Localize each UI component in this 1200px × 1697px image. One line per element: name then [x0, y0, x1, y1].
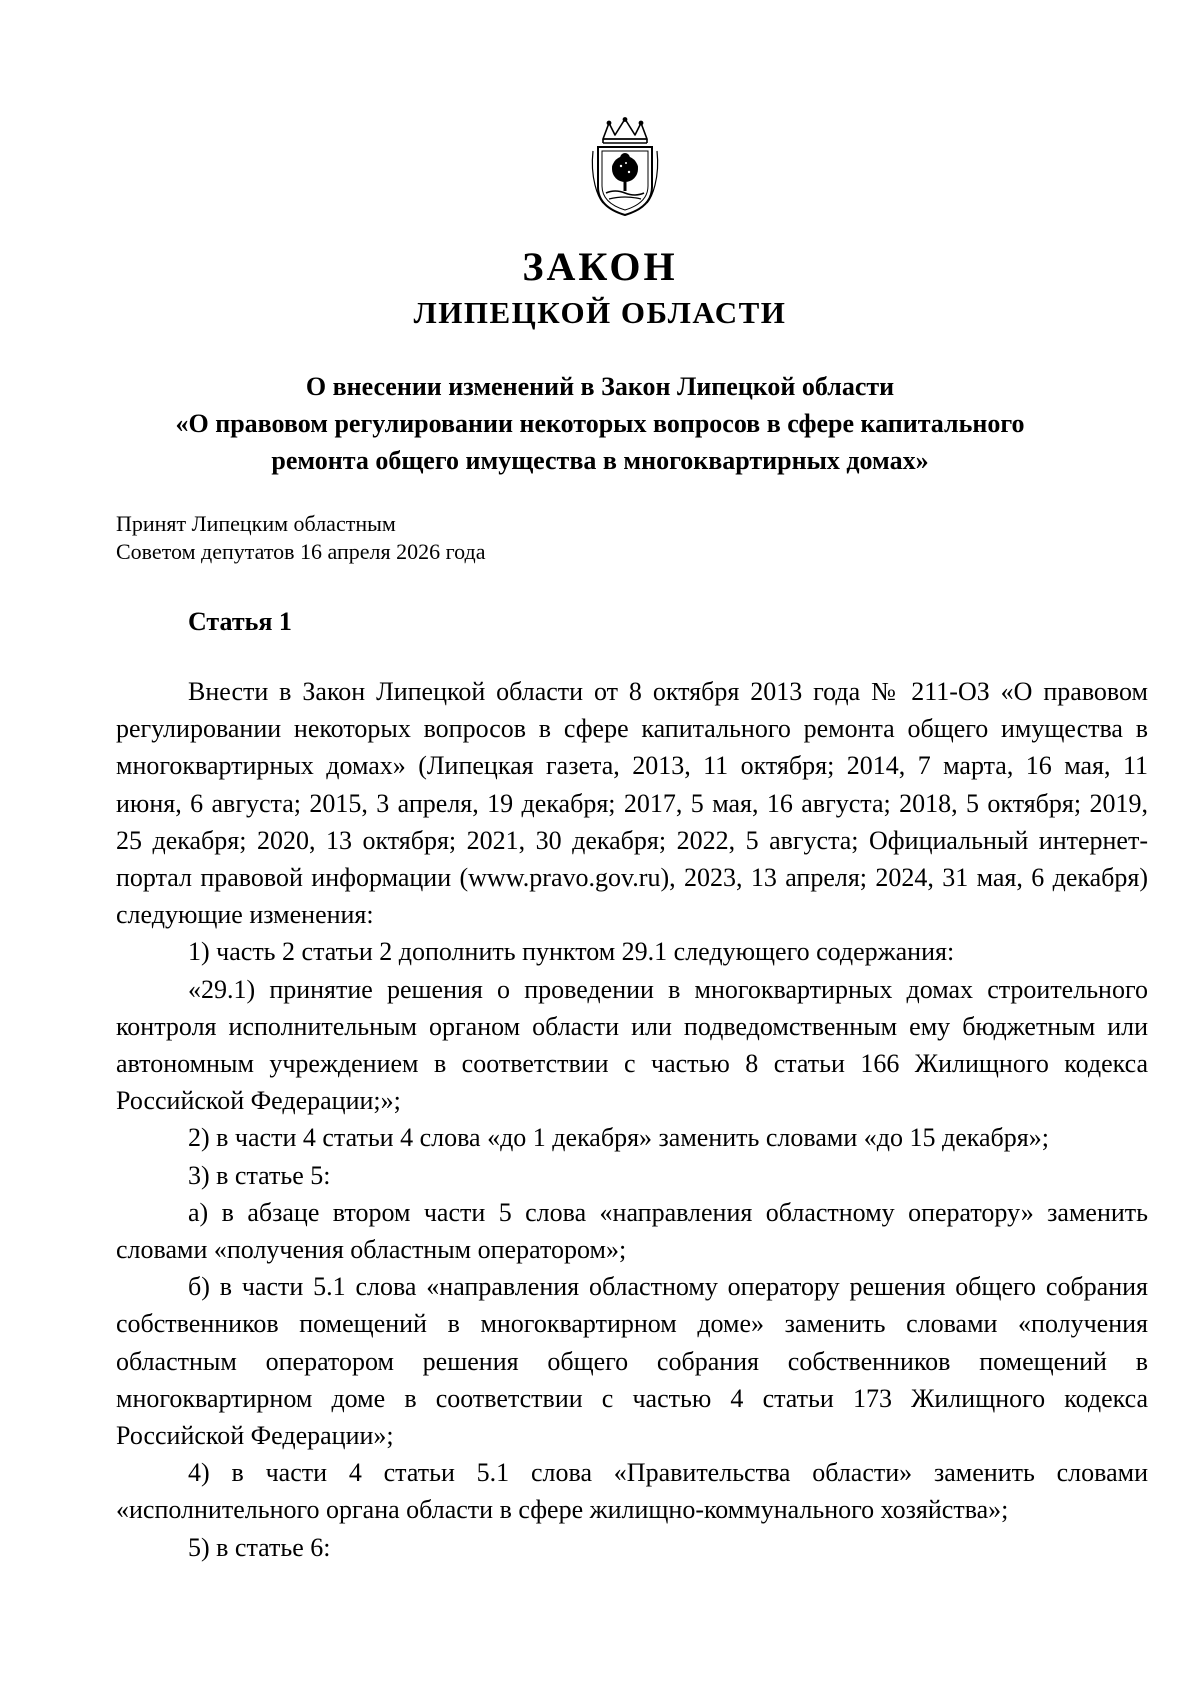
adoption-line: Принят Липецким областным: [116, 511, 396, 536]
article-paragraph: 3) в статье 5:: [188, 1160, 331, 1190]
article-heading: Статья 1: [188, 607, 292, 636]
law-subject: [100, 368, 1100, 479]
article-paragraph: «29.1) принятие решения о проведении в многоквартирных домах строительного контроля исполнительным органом области или подведомственным ему бюджетным или автономным учреждением в соответствии с частью 8 статьи 166 Жилищного кодекса Российской Федерации;»;: [116, 974, 1148, 1116]
adoption-note: [116, 510, 485, 566]
law-title: ЗАКОН: [522, 244, 678, 289]
article-paragraph: а) в абзаце втором части 5 слова «направления областному оператору» заменить словами «получения областным оператором»;: [116, 1197, 1148, 1265]
article-paragraph: 2) в части 4 статьи 4 слова «до 1 декабря» заменить словами «до 15 декабря»;: [188, 1123, 1049, 1153]
article-paragraph: 1) часть 2 статьи 2 дополнить пунктом 29.1 следующего содержания:: [188, 937, 955, 967]
subject-line: О внесении изменений в Закон Липецкой области: [305, 372, 895, 401]
law-region: ЛИПЕЦКОЙ ОБЛАСТИ: [413, 295, 787, 330]
subject-line: ремонта общего имущества в многоквартирных домах»: [271, 446, 929, 475]
article-body: [116, 673, 1148, 1566]
article-paragraph: 5) в статье 6:: [188, 1532, 331, 1562]
lipetsk-coat-of-arms-icon: [589, 117, 661, 217]
subject-line: «О правовом регулировании некоторых вопросов в сфере капитального: [175, 409, 1025, 438]
article-paragraph: 4) в части 4 статьи 5.1 слова «Правительства области» заменить словами «исполнительного органа области в сфере жилищно-коммунального хозяйства»;: [116, 1458, 1148, 1525]
adoption-line: Советом депутатов 16 апреля 2026 года: [116, 539, 486, 564]
article-paragraph: б) в части 5.1 слова «направления областному оператору решения общего собрания собственников помещений в многоквартирном доме» заменить словами «получения областным оператором решения общего собрания собственников помещений в многоквартирном доме в соответствии с частью 4 статьи 173 Жилищного кодекса Российской Федерации»;: [116, 1272, 1148, 1451]
article-paragraph: Внести в Закон Липецкой области от 8 октября 2013 года № 211-ОЗ «О правовом регулировании некоторых вопросов в сфере капитального ремонта общего имущества в многоквартирных домах» (Липецкая газета, 2013, 11 октября; 2014, 7 марта, 16 мая, 11 июня, 6 августа; 2015, 3 апреля, 19 декабря; 2017, 5 мая, 16 августа; 2018, 5 октября; 2019, 25 декабря; 2020, 13 октября; 2021, 30 декабря; 2022, 5 августа; Официальный интернет-портал правовой информации (www.pravo.gov.ru), 2023, 13 апреля; 2024, 31 мая, 6 декабря) следующие изменения:: [116, 677, 1148, 930]
